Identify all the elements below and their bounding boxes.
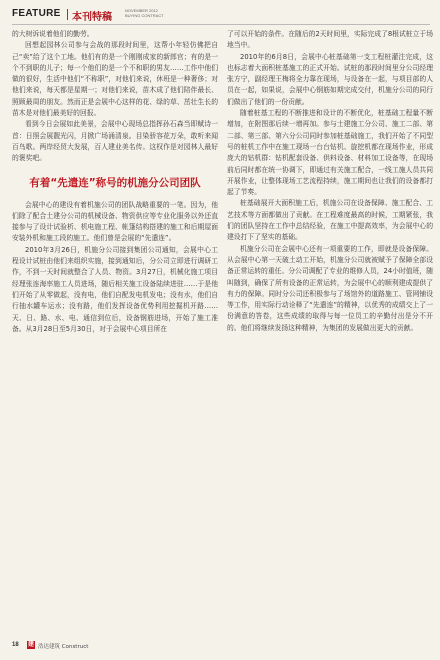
paragraph: 机施分公司在会展中心还有一项重要的工作，即就是设备保障。从会展中心第一天破土动工开始，机施分公司就被赋予了保障全部设备正常运转的重任。分公司调配了专业的维修人员，24小时值班，随叫随到，确保了所有设备的正常运转，为会展中心的顺利建成提供了有力的保障。同时分公司还积极参与了场馆外的道路施工、管网铺设等工作，用实际行动诠释了“先遣连”的精神，以优秀的成绩交上了一份满意的答卷，这些成绩的取得与每一位员工的辛勤付出是分不开的。他们将继续发扬这种精神，为集团的发展做出更大的贡献。 bbox=[227, 244, 433, 332]
page-number: 18 bbox=[12, 642, 19, 648]
header-rule bbox=[12, 24, 430, 25]
publication-name: 浩达建筑 Construct bbox=[38, 644, 89, 650]
paragraph: 回想起园林公司参与会战的那段时间里，这帮小年轻仿佛把自己“卖”给了这个工地。他们有的是一个刚刚成家的新郎官；有的是一个不到职的儿子；每一个他们的是一个不和职的男友……工作中他们做的很好，生活中他们“不称职”，对他们来说，休班是一种奢侈；对他们来说，每天都是星期一；对他们来说，苗木成了他们陪伴最长、照顾最周的朋友。然而正是会展中心这样的花、绿的草、茁壮生长的苗木是对他们最美好的回报。 bbox=[12, 41, 218, 118]
paragraph: 会展中心的建设有着机施公司的团队战略重要的一笔。因为，他们除了配合土建分公司的机械设备、物资供应等专业化服务以外还直接参与了设计试验析、机电施工程、帐篷结构搭建的施工和后期屋面安装外机和施工段的施工。他们曾是会展的“先遣连”。 bbox=[12, 200, 218, 243]
feature-label: FEATURE bbox=[12, 8, 61, 19]
page-footer bbox=[12, 640, 430, 652]
right-column bbox=[227, 29, 433, 334]
page-header bbox=[12, 5, 430, 23]
paragraph: 了可以开始的条件。在随后的2天时间里，实际完成了8根试桩立于场地当中。 bbox=[227, 30, 433, 50]
paragraph: 的大树诉说着他们的勤劳。 bbox=[12, 30, 94, 38]
issue-date-line: NOVEMBER 2012 BUYING CONTRACT bbox=[125, 8, 164, 18]
paragraph: 2010年的6月8日，会展中心桩基础第一支工程桩灌注完成，这也标志着大面积桩基施工的正式开始。试桩的那段时间里分公司经理张方宁，副经理王梅将全力靠在现场，与设备在一起，与项目部的人员在一起，如果说，会展中心钢筋如期完成交付，机施分公司的同行们做出了他们的一份贡献。 bbox=[227, 52, 433, 106]
paragraph: 看到今日会展如此美景，会展中心现场总指挥孙石森当即赋诗一首：日照会展靓光闪，月掀广场涌清泉。目染骄容花万朵，敢听来闻百鸟歌。两岸经贸大发展，百人建业美名传。这权作是对园林人最好的褒奖吧。 bbox=[12, 120, 218, 163]
left-column bbox=[12, 29, 218, 335]
paragraph: 随着桩基工程的不断推进和设计的不断优化，桩基础工程量不断增加，在附图那后续一增再加。参与士建施工分公司、施工二部、第二部、第三部、第六分公司同时参加桩基础施工，我们开始了不同型号的桩机工作中在施工现场一台台钻机、旋挖机都在现场作业，形成庞大的钻机群：钻机配套设备、供料设备、材料加工设备等，在现场前后同时都在统一协调下，即通过有关施工配合，一线工施人员共同开展作业，让整体现场工艺流程持续，施工期间也让我们的设备都打起了节奏。 bbox=[227, 109, 433, 197]
column-name: 本刊特稿 bbox=[72, 12, 112, 23]
publication-logo-icon: 建 bbox=[27, 642, 34, 648]
header-divider bbox=[67, 9, 68, 20]
paragraph: 桩基础展开大面积施工后，机施公司在设备保障、施工配合、工艺技术等方面都做出了贡献。在工程难度最高的时候，工期紧张，我们的团队坚持在工作中总结经验，在施工中提高效率，为会展中心的建设打下了坚实的基础。 bbox=[227, 199, 433, 242]
section-title: 有着“先遣连”称号的机施分公司团队 bbox=[29, 176, 201, 189]
paragraph: 2010年3月26日，机施分公司接到集团公司通知，会展中心工程设计试桩由他们来组织实施，接到通知后，分公司立即进行调研工作，不到一天时间就整合了人员、物资。3月27日，机械化施工项目经理张连海率施工人员进场，随后相关施工设备陆续进驻……于是他们开始了从零做起，没有电，他们自配发电机发电；没有水，他们自行抽水罐车运水；没有路，他们发挥设备优势利用挖掘机开路……天、日、路、水、电、通信到位后，设备钢筋进场，开始了施工准备。从3月28日至5月30日，对于会展中心项目所在 bbox=[12, 245, 218, 333]
